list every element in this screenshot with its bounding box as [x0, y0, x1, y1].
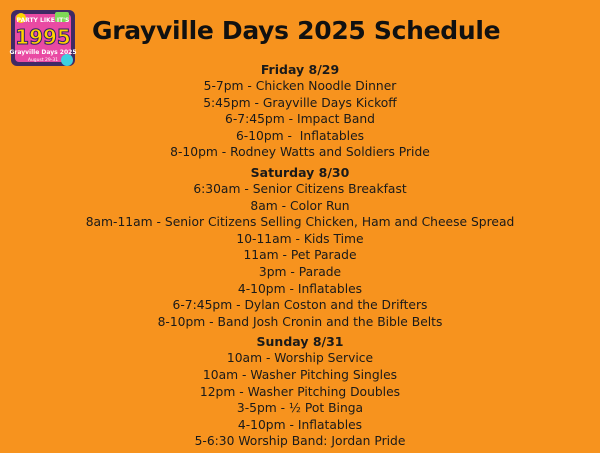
day-sunday	[0, 333, 600, 450]
schedule-entry: 4-10pm - Inflatables	[237, 417, 363, 432]
schedule-entry: 10am - Worship Service	[226, 351, 374, 366]
day-saturday	[0, 164, 600, 330]
schedule-entry: 6-10pm - Inflatables	[235, 128, 365, 143]
schedule-entry: 6-7:45pm - Impact Band	[225, 112, 375, 127]
schedule-entry: 5-6:30 Worship Band: Jordan Pride	[194, 434, 406, 449]
schedule-entry: 4-10pm - Inflatables	[237, 281, 363, 296]
schedule-entry: 10-11am - Kids Time	[236, 231, 364, 246]
day-friday	[0, 61, 600, 161]
day-heading: Friday 8/29	[260, 62, 340, 77]
schedule-entry: 8am-11am - Senior Citizens Selling Chicken, Ham and Cheese Spread	[85, 215, 515, 230]
logo-small-text: August 29-31	[27, 58, 59, 63]
schedule-entry: 8-10pm - Band Josh Cronin and the Bible Belts	[157, 314, 443, 329]
schedule-entry: 3pm - Parade	[258, 264, 342, 279]
schedule-entry: 5:45pm - Grayville Days Kickoff	[203, 95, 397, 110]
schedule-entry: 6-7:45pm - Dylan Coston and the Drifters	[172, 298, 428, 313]
logo-bottom-text: Grayville Days 2025	[9, 49, 77, 56]
schedule-entry: 5-7pm - Chicken Noodle Dinner	[203, 79, 397, 93]
page-title: Grayville Days 2025 Schedule	[92, 16, 501, 45]
schedule-entry: 3-5pm - ½ Pot Binga	[236, 401, 364, 416]
logo-top-text: PARTY LIKE IT'S	[16, 17, 70, 24]
schedule-entry: 11am - Pet Parade	[243, 248, 357, 263]
day-heading: Sunday 8/31	[256, 334, 344, 350]
logo-big-text: 1995	[15, 25, 71, 49]
schedule-entry: 12pm - Washer Pitching Doubles	[199, 384, 401, 399]
schedule-entry: 8-10pm - Rodney Watts and Soldiers Pride	[170, 145, 430, 160]
day-heading: Saturday 8/30	[250, 164, 350, 180]
schedule-entry: 6:30am - Senior Citizens Breakfast	[193, 181, 407, 196]
schedule-entry: 8am - Color Run	[250, 198, 350, 213]
schedule	[0, 60, 600, 453]
schedule-entry: 10am - Washer Pitching Singles	[202, 367, 398, 382]
